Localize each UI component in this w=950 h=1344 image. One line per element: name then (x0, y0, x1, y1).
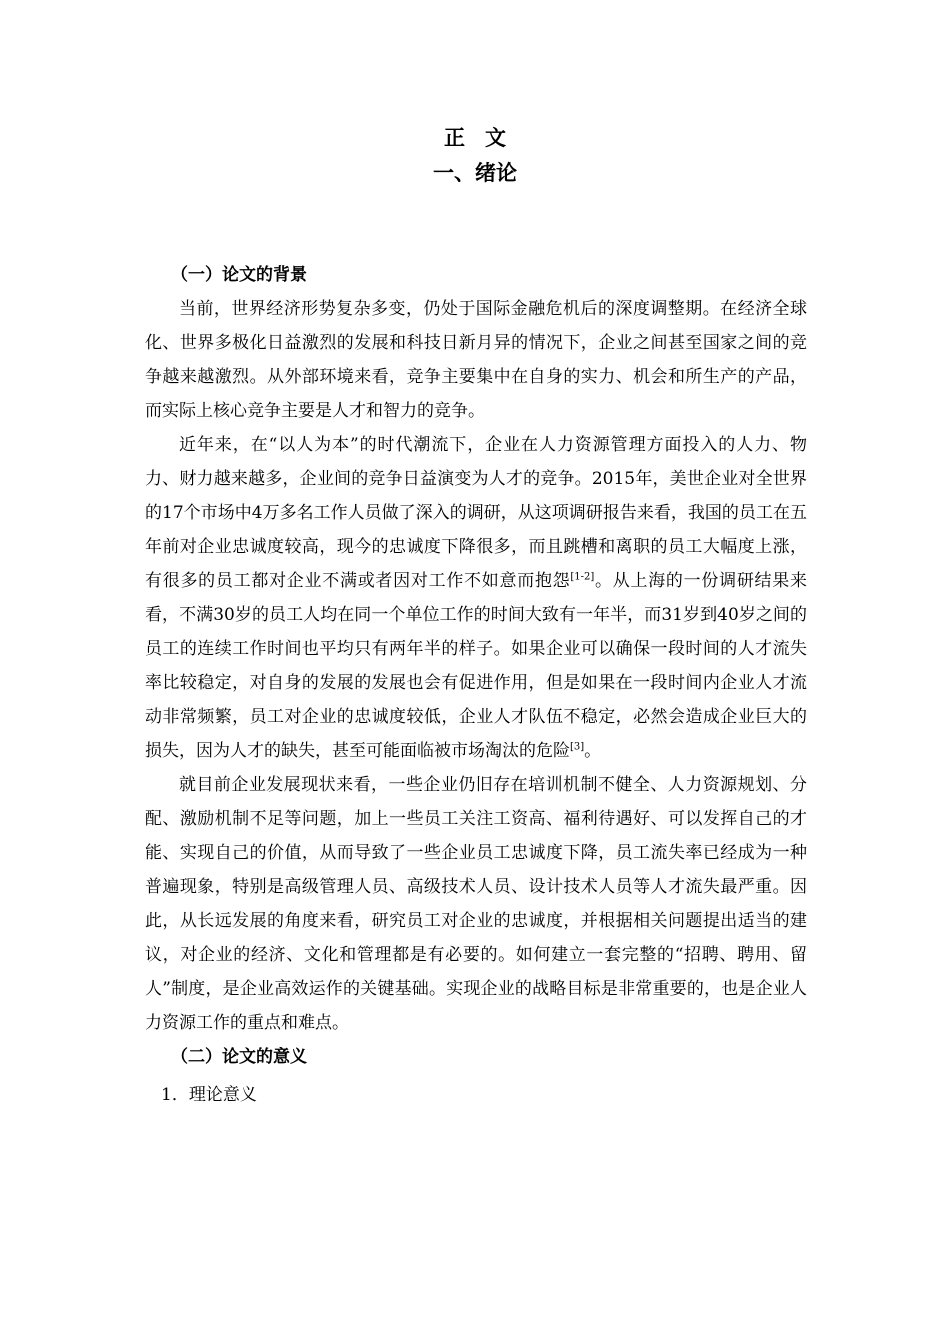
main-title: 正文 (444, 126, 526, 150)
citation-ref: [1-2] (570, 571, 595, 583)
paragraph-2-part-c: 。 (584, 741, 602, 761)
paragraph-3: 就目前企业发展现状来看，一些企业仍旧存在培训机制不健全、人力资源规划、分配、激励机制不足等问题，加上一些员工关注工资高、福利待遇好、可以发挥自己的才能、实现自己的价值，从而导致了一些企业员工忠诚度下降，员工流失率已经成为一种普遍现象，特别是高级管理人员、高级技术人员、设计技术人员等人才流失最严重。因此，从长远发展的角度来看，研究员工对企业的忠诚度，并根据相关问题提出适当的建议，对企业的经济、文化和管理都是有必要的。如何建立一套完整的“招聘、聘用、留人”制度，是企业高效运作的关键基础。实现企业的战略目标是非常重要的，也是企业人力资源工作的重点和难点。 (145, 775, 807, 1033)
section-heading-background: （一）论文的背景 (171, 265, 307, 285)
paragraph-2 (145, 428, 807, 768)
chapter-title: 一、绪论 (433, 161, 517, 185)
paragraph-2-part-b: 。从上海的一份调研结果来看，不满30岁的员工人均在同一个单位工作的时间大致有一年半，而31岁到40岁之间的员工的连续工作时间也平均只有两年半的样子。如果企业可以确保一段时间的人才流失率比较稳定，对自身的发展的发展也会有促进作用，但是如果在一段时间内企业人才流动非常频繁，员工对企业的忠诚度较低，企业人才队伍不稳定，必然会造成企业巨大的损失，因为人才的缺失，甚至可能面临被市场淘汰的危险 (145, 571, 808, 761)
paragraph-2-part-a: 近年来，在“以人为本”的时代潮流下，企业在人力资源管理方面投入的人力、物力、财力越来越多，企业间的竞争日益演变为人才的竞争。2015年，美世企业对全世界的17个市场中4万多名工作人员做了深入的调研，从这项调研报告来看，我国的员工在五年前对企业忠诚度较高，现今的忠诚度下降很多，而且跳槽和离职的员工大幅度上涨，有很多的员工都对企业不满或者因对工作不如意而抱怨 (145, 435, 807, 591)
paragraph-1: 当前，世界经济形势复杂多变，仍处于国际金融危机后的深度调整期。在经济全球化、世界多极化日益激烈的发展和科技日新月异的情况下，企业之间甚至国家之间的竞争越来越激烈。从外部环境来看，竞争主要集中在自身的实力、机会和所生产的产品，而实际上核心竞争主要是人才和智力的竞争。 (145, 299, 807, 421)
citation-ref: [3] (570, 741, 585, 753)
body-content (145, 258, 807, 1112)
section-heading-significance: （二）论文的意义 (171, 1047, 307, 1067)
list-item-theory: 1．理论意义 (161, 1085, 257, 1105)
